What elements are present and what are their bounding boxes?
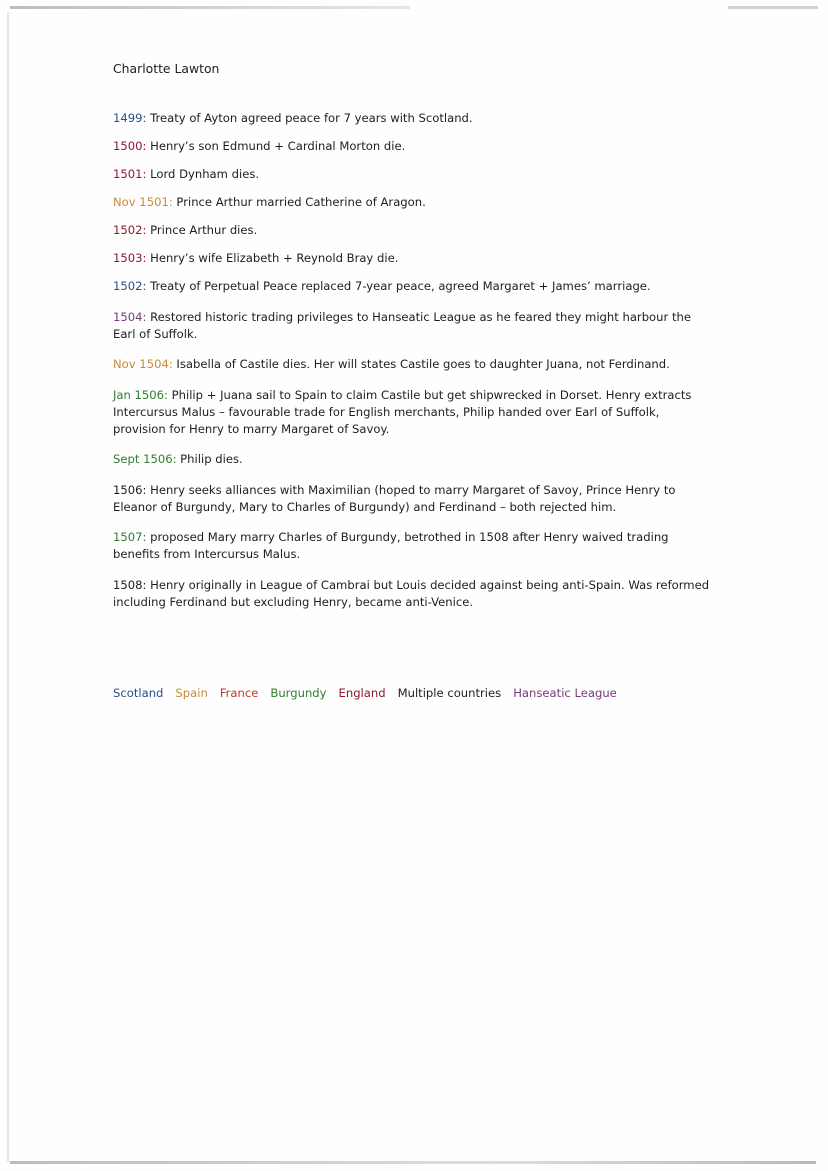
entry-text: Henry seeks alliances with Maximilian (hoped to marry Margaret of Savoy, Prince Henry to Eleanor of Burgundy, Mary to Charles of Burgundy) and Ferdinand – both rejected him.: [113, 482, 676, 514]
timeline-entry: [113, 250, 713, 267]
entry-text: Lord Dynham dies.: [146, 167, 260, 181]
legend-item: Scotland: [113, 686, 164, 700]
timeline-entry: [113, 577, 713, 611]
entry-text: proposed Mary marry Charles of Burgundy, betrothed in 1508 after Henry waived trading benefits from Intercursus Malus.: [113, 530, 669, 561]
entry-text: Prince Arthur dies.: [146, 223, 258, 237]
scan-edge-top: [10, 6, 410, 9]
timeline-entry: [113, 110, 713, 127]
entry-date: Nov 1501:: [113, 195, 173, 209]
timeline-entries: [113, 110, 713, 624]
timeline-entry: [113, 194, 713, 211]
entry-text: Treaty of Ayton agreed peace for 7 years with Scotland.: [146, 111, 473, 125]
legend-item: Hanseatic League: [513, 686, 617, 700]
entry-text: Philip dies.: [176, 452, 243, 466]
entry-text: Prince Arthur married Catherine of Aragon.: [172, 195, 426, 209]
entry-date: 1502:: [113, 223, 147, 237]
timeline-entry: [113, 166, 713, 183]
timeline-entry: [113, 387, 713, 438]
entry-date: 1508:: [113, 577, 147, 592]
entry-date: 1500:: [113, 139, 147, 153]
timeline-entry: [113, 278, 713, 295]
entry-text: Henry’s wife Elizabeth + Reynold Bray die.: [146, 251, 399, 265]
legend-item: Multiple countries: [397, 686, 502, 700]
author-name: Charlotte Lawton: [113, 61, 220, 76]
entry-text: Henry originally in League of Cambrai but Louis decided against being anti-Spain. Was reformed including Ferdinand but excluding Henry, became anti-Venice.: [113, 577, 710, 609]
entry-date: 1503:: [113, 251, 147, 265]
entry-date: 1501:: [113, 167, 147, 181]
entry-date: 1507:: [113, 530, 147, 544]
legend-item: France: [219, 686, 259, 700]
entry-date: Sept 1506:: [113, 452, 177, 466]
entry-date: Nov 1504:: [113, 357, 173, 371]
entry-date: 1499:: [113, 111, 147, 125]
entry-date: 1506:: [113, 482, 147, 497]
legend-item: England: [338, 686, 386, 700]
legend-item: Spain: [175, 686, 208, 700]
timeline-entry: [113, 356, 713, 373]
timeline-entry: [113, 222, 713, 239]
legend-item: Burgundy: [270, 686, 327, 700]
timeline-entry: [113, 138, 713, 155]
entry-text: Henry’s son Edmund + Cardinal Morton die.: [146, 139, 406, 153]
timeline-entry: [113, 529, 713, 563]
entry-date: Jan 1506:: [113, 387, 168, 402]
entry-text: Treaty of Perpetual Peace replaced 7-year peace, agreed Margaret + James’ marriage.: [146, 279, 651, 293]
scan-edge-left: [7, 12, 9, 1162]
color-legend: [113, 686, 629, 700]
entry-text: Restored historic trading privileges to Hanseatic League as he feared they might harbour the Earl of Suffolk.: [113, 309, 691, 341]
timeline-entry: [113, 482, 713, 516]
timeline-entry: [113, 309, 713, 343]
scan-edge-top-right: [728, 6, 818, 9]
entry-date: 1504:: [113, 309, 147, 324]
entry-text: Philip + Juana sail to Spain to claim Castile but get shipwrecked in Dorset. Henry extracts Intercursus Malus – favourable trade for English merchants, Philip handed over Earl of Suffolk, provision for Henry to marry Margaret of Savoy.: [113, 387, 692, 436]
scan-edge-bottom: [10, 1161, 816, 1164]
entry-text: Isabella of Castile dies. Her will states Castile goes to daughter Juana, not Ferdinand.: [172, 357, 670, 371]
timeline-entry: [113, 451, 713, 468]
entry-date: 1502:: [113, 279, 147, 293]
